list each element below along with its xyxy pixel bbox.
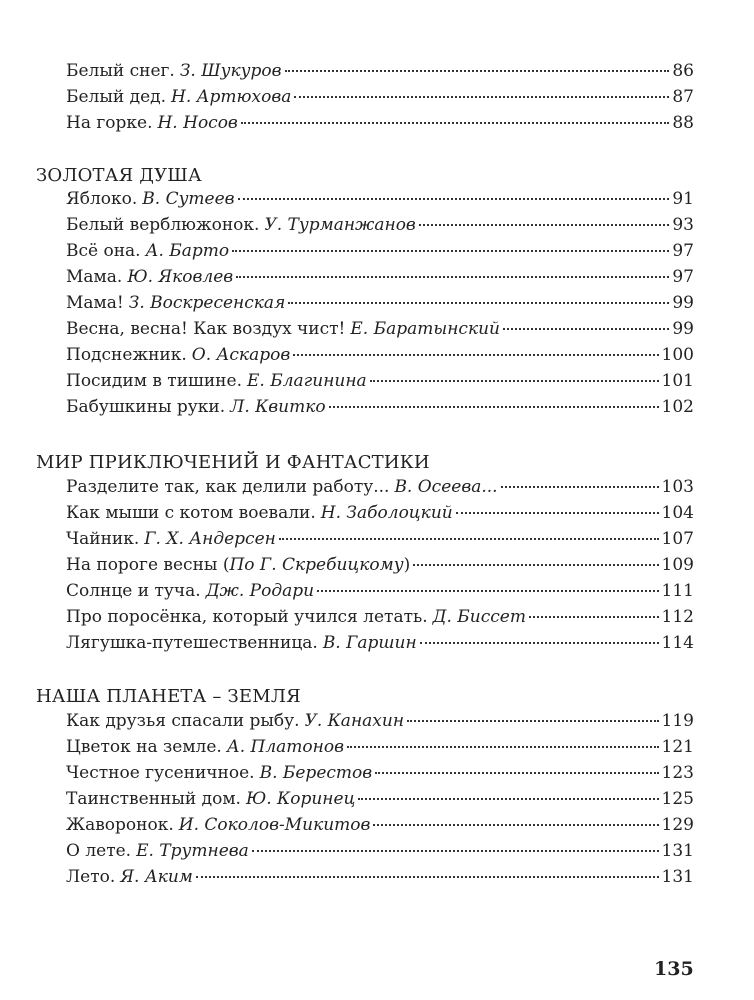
page-number: 135 [654, 958, 694, 980]
toc-entry [66, 397, 694, 423]
entry-author: И. Соколов-Микитов [178, 815, 371, 835]
entry-page-number: 123 [661, 763, 694, 783]
dot-leader [358, 798, 658, 800]
entry-page-number: 100 [661, 345, 694, 365]
toc-entry [66, 737, 694, 763]
dot-leader [241, 122, 670, 124]
entry-title: Солнце и туча. [66, 581, 201, 601]
entry-page-number: 101 [661, 371, 694, 391]
entry-title: Честное гусеничное. [66, 763, 255, 783]
entry-author: Е. Благинина [246, 371, 367, 391]
entry-title: Мама. [66, 267, 123, 287]
entry-page-number: 107 [661, 529, 694, 549]
toc-entry [66, 841, 694, 867]
dot-leader [329, 406, 659, 408]
entry-author: Н. Артюхова [171, 87, 292, 107]
dot-leader [288, 302, 669, 304]
toc-entry [66, 61, 694, 87]
entry-title: На горке. [66, 113, 153, 133]
section-heading: НАША ПЛАНЕТА – ЗЕМЛЯ [36, 686, 301, 707]
entry-page-number: 119 [661, 711, 694, 731]
section-heading: МИР ПРИКЛЮЧЕНИЙ И ФАНТАСТИКИ [36, 452, 430, 473]
entry-title: На пороге весны ( [66, 555, 230, 575]
entry-title: Мама! [66, 293, 124, 313]
toc-entry [66, 319, 694, 345]
toc-entry [66, 371, 694, 397]
dot-leader [285, 70, 670, 72]
entry-author: Л. Квитко [230, 397, 326, 417]
toc-entry [66, 503, 694, 529]
entry-author: У. Канахин [304, 711, 405, 731]
entry-author: По Г. Скребицкому [229, 555, 404, 575]
toc-entry [66, 293, 694, 319]
entry-page-number: 131 [661, 867, 694, 887]
dot-leader [413, 564, 658, 566]
dot-leader [279, 538, 659, 540]
entry-author: Г. Х. Андерсен [144, 529, 276, 549]
entry-title: Посидим в тишине. [66, 371, 242, 391]
toc-entry [66, 113, 694, 139]
entry-page-number: 114 [661, 633, 694, 653]
entry-author: Ю. Яковлев [127, 267, 234, 287]
dot-leader [456, 512, 659, 514]
entry-author: А. Платонов [226, 737, 344, 757]
entry-author: Е. Баратынский [350, 319, 500, 339]
entry-page-number: 86 [672, 61, 694, 81]
entry-page-number: 102 [661, 397, 694, 417]
entry-page-number: 93 [672, 215, 694, 235]
toc-entry [66, 189, 694, 215]
entry-title: Чайник. [66, 529, 140, 549]
entry-author: В. Осеева... [394, 477, 498, 497]
dot-leader [501, 486, 659, 488]
entry-author: З. Воскресенская [128, 293, 286, 313]
entry-author: Я. Аким [120, 867, 193, 887]
dot-leader [317, 590, 658, 592]
entry-page-number: 121 [661, 737, 694, 757]
entry-title: Лягушка-путешественница. [66, 633, 318, 653]
entry-title: Яблоко. [66, 189, 138, 209]
entry-page-number: 88 [672, 113, 694, 133]
entry-title: Весна, весна! Как воздух чист! [66, 319, 346, 339]
dot-leader [236, 276, 669, 278]
entry-page-number: 112 [661, 607, 694, 627]
entry-author: В. Берестов [259, 763, 373, 783]
entry-title: Цветок на земле. [66, 737, 222, 757]
toc-entry [66, 345, 694, 371]
entry-title: Лето. [66, 867, 116, 887]
toc-entry [66, 477, 694, 503]
toc-entry [66, 789, 694, 815]
closing-parenthesis: ) [403, 555, 411, 575]
entry-author: Дж. Родари [205, 581, 315, 601]
dot-leader [529, 616, 659, 618]
entry-title: Бабушкины руки. [66, 397, 226, 417]
dot-leader [196, 876, 659, 878]
entry-title: Всё она. [66, 241, 141, 261]
dot-leader [503, 328, 669, 330]
dot-leader [252, 850, 659, 852]
dot-leader [347, 746, 659, 748]
entry-page-number: 99 [672, 319, 694, 339]
toc-entry [66, 815, 694, 841]
entry-page-number: 97 [672, 241, 694, 261]
toc-entry [66, 267, 694, 293]
entry-author: Н. Заболоцкий [320, 503, 453, 523]
entry-page-number: 109 [661, 555, 694, 575]
toc-entry [66, 241, 694, 267]
toc-entry [66, 867, 694, 893]
toc-entry [66, 555, 694, 581]
toc-entry [66, 763, 694, 789]
toc-entry [66, 581, 694, 607]
toc-entry [66, 633, 694, 659]
entry-page-number: 111 [661, 581, 694, 601]
entry-title: Белый снег. [66, 61, 175, 81]
entry-author: Е. Трутнева [136, 841, 249, 861]
entry-author: З. Шукуров [179, 61, 282, 81]
entry-title: Про поросёнка, который учился летать. [66, 607, 428, 627]
dot-leader [407, 720, 659, 722]
dot-leader [420, 642, 659, 644]
entry-author: В. Сутеев [142, 189, 235, 209]
entry-title: Как мыши с котом воевали. [66, 503, 316, 523]
entry-author: Н. Носов [157, 113, 238, 133]
entry-author: В. Гаршин [322, 633, 417, 653]
entry-author: А. Барто [145, 241, 230, 261]
toc-entry [66, 607, 694, 633]
toc-entry [66, 711, 694, 737]
entry-page-number: 129 [661, 815, 694, 835]
dot-leader [373, 824, 658, 826]
entry-page-number: 87 [672, 87, 694, 107]
entry-title: Таинственный дом. [66, 789, 241, 809]
entry-title: Разделите так, как делили работу... [66, 477, 390, 497]
entry-page-number: 104 [661, 503, 694, 523]
entry-title: Жаворонок. [66, 815, 174, 835]
entry-page-number: 131 [661, 841, 694, 861]
entry-page-number: 99 [672, 293, 694, 313]
dot-leader [238, 198, 670, 200]
entry-title: Как друзья спасали рыбу. [66, 711, 300, 731]
entry-title: Белый дед. [66, 87, 167, 107]
entry-author: Ю. Коринец [245, 789, 356, 809]
entry-title: О лете. [66, 841, 132, 861]
toc-entry [66, 529, 694, 555]
dot-leader [370, 380, 659, 382]
entry-author: Д. Биссет [432, 607, 526, 627]
dot-leader [232, 250, 669, 252]
section-heading: ЗОЛОТАЯ ДУША [36, 165, 202, 186]
entry-page-number: 91 [672, 189, 694, 209]
entry-author: О. Аскаров [191, 345, 291, 365]
dot-leader [293, 354, 658, 356]
entry-page-number: 125 [661, 789, 694, 809]
toc-entry [66, 87, 694, 113]
dot-leader [419, 224, 670, 226]
entry-title: Подснежник. [66, 345, 187, 365]
entry-page-number: 97 [672, 267, 694, 287]
dot-leader [375, 772, 658, 774]
toc-entry [66, 215, 694, 241]
entry-title: Белый верблюжонок. [66, 215, 260, 235]
entry-page-number: 103 [661, 477, 694, 497]
entry-author: У. Турманжанов [264, 215, 416, 235]
dot-leader [294, 96, 669, 98]
